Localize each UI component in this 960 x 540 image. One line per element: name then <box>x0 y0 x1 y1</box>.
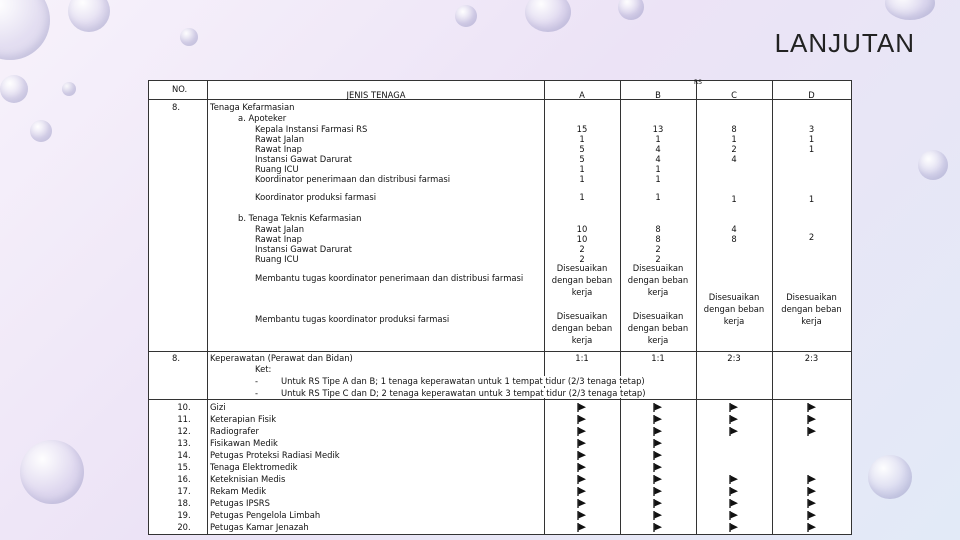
subsection-label: b. Tenaga Teknis Kefarmasian <box>238 213 362 223</box>
check-flag-icon <box>577 463 587 474</box>
check-flag-icon <box>729 523 739 534</box>
cell-a: 10 <box>576 234 588 244</box>
cell-a: 2 <box>579 254 585 264</box>
check-flag-icon <box>807 523 817 534</box>
check-flag-icon <box>653 427 663 438</box>
item-name: Koordinator produksi farmasi <box>255 192 377 202</box>
cell-a-disesuaikan: Disesuaikan <box>556 311 608 321</box>
cell-b: 8 <box>655 234 661 244</box>
check-flag-icon <box>807 475 817 486</box>
cell-c: 2 <box>731 144 737 154</box>
check-flag-icon <box>653 487 663 498</box>
cell-c: 8 <box>731 234 737 244</box>
cell-a: 1 <box>579 192 585 202</box>
cell-b-disesuaikan: kerja <box>647 287 669 297</box>
check-flag-icon <box>729 403 739 414</box>
cell-c: 1 <box>731 134 737 144</box>
row-number: 10. <box>177 402 191 412</box>
cell-b-disesuaikan: Disesuaikan <box>632 263 684 273</box>
bubble-decoration <box>180 28 198 46</box>
item-name: Ruang ICU <box>255 254 299 264</box>
check-flag-icon <box>729 475 739 486</box>
bubble-decoration <box>868 455 912 499</box>
row-name: Fisikawan Medik <box>210 438 278 448</box>
row-number: 14. <box>177 450 191 460</box>
col-divider <box>207 80 208 535</box>
item-name: Kepala Instansi Farmasi RS <box>255 124 368 134</box>
cell-a: 5 <box>579 154 585 164</box>
note-label: Ket: <box>255 364 272 374</box>
check-flag-icon <box>577 439 587 450</box>
bubble-decoration <box>525 0 571 32</box>
check-flag-icon <box>729 415 739 426</box>
cell-b: 1 <box>655 174 661 184</box>
cell-c-koordinator: 1 <box>731 194 737 204</box>
col-divider <box>851 80 852 535</box>
bubble-decoration <box>62 82 76 96</box>
item-name: Rawat Inap <box>255 144 302 154</box>
cell-a-disesuaikan: dengan beban <box>551 323 613 333</box>
cell-a: 15 <box>576 124 588 134</box>
row-number: 11. <box>177 414 191 424</box>
check-flag-icon <box>577 427 587 438</box>
item-name: Koordinator penerimaan dan distribusi farmasi <box>255 174 451 184</box>
check-flag-icon <box>729 511 739 522</box>
check-flag-icon <box>653 475 663 486</box>
cell-a-disesuaikan: dengan beban <box>551 275 613 285</box>
row-name: Keterapian Fisik <box>210 414 277 424</box>
check-flag-icon <box>577 403 587 414</box>
bubble-decoration <box>20 440 84 504</box>
row-number: 13. <box>177 438 191 448</box>
row-number: 17. <box>177 486 191 496</box>
cell-d-disesuaikan: kerja <box>801 316 822 326</box>
cell-b: 2 <box>655 254 661 264</box>
cell-b: 1 <box>655 192 661 202</box>
note-text: Untuk RS Tipe C dan D; 2 tenaga keperawatan untuk 3 tempat tidur (2/3 tenaga tetap) <box>281 388 646 398</box>
item-name: Rawat Inap <box>255 234 302 244</box>
note-text: Untuk RS Tipe A dan B; 1 tenaga keperawatan untuk 1 tempat tidur (2/3 tenaga tetap) <box>281 376 645 386</box>
bubble-decoration <box>30 120 52 142</box>
cell-c: 4 <box>731 224 737 234</box>
cell-c: 4 <box>731 154 737 164</box>
cell-a: 2 <box>579 244 585 254</box>
row-name: Rekam Medik <box>210 486 267 496</box>
row-number: 18. <box>177 498 191 508</box>
row-name: Petugas IPSRS <box>210 498 270 508</box>
row-number: 8. <box>172 102 180 112</box>
check-flag-icon <box>729 487 739 498</box>
cell-d-disesuaikan: dengan beban <box>781 304 842 314</box>
cell-a-disesuaikan: kerja <box>571 335 593 345</box>
check-flag-icon <box>577 415 587 426</box>
col-divider <box>148 80 149 535</box>
subsection-label: a. Apoteker <box>238 113 287 123</box>
check-flag-icon <box>653 523 663 534</box>
cell-c-disesuaikan: Disesuaikan <box>708 292 760 302</box>
check-flag-icon <box>807 499 817 510</box>
bubble-decoration <box>0 0 50 60</box>
header-col-b: B <box>655 90 661 100</box>
check-flag-icon <box>729 427 739 438</box>
cell-a: 1 <box>579 174 585 184</box>
item-name: Rawat Jalan <box>255 224 305 234</box>
check-flag-icon <box>653 415 663 426</box>
cell-b: 1 <box>655 134 661 144</box>
row-number: 12. <box>177 426 191 436</box>
header-col-c: C <box>731 90 737 100</box>
header-rs: RS <box>694 79 702 86</box>
cell-b-disesuaikan: kerja <box>647 335 669 345</box>
item-name: Membantu tugas koordinator produksi farmasi <box>255 314 450 324</box>
section-name: Tenaga Kefarmasian <box>210 102 295 112</box>
cell-d: 2:3 <box>804 353 819 363</box>
cell-c-disesuaikan: dengan beban <box>703 304 765 314</box>
item-name: Rawat Jalan <box>255 134 305 144</box>
cell-d-rawat-inap: 1 <box>808 144 815 154</box>
row-number: 15. <box>177 462 191 472</box>
note-bullet: - <box>255 388 259 398</box>
cell-c: 2:3 <box>727 353 741 363</box>
row-number: 19. <box>177 510 191 520</box>
cell-a: 5 <box>579 144 585 154</box>
row-number: 8. <box>172 353 180 363</box>
cell-a: 1:1 <box>575 353 589 363</box>
item-name: Membantu tugas koordinator penerimaan dan distribusi farmasi <box>255 273 524 283</box>
bubble-decoration <box>0 75 28 103</box>
staffing-table <box>148 80 852 535</box>
check-flag-icon <box>577 487 587 498</box>
header-col-a: A <box>579 90 585 100</box>
check-flag-icon <box>577 451 587 462</box>
bubble-decoration <box>68 0 110 32</box>
cell-c: 8 <box>731 124 737 134</box>
check-flag-icon <box>577 499 587 510</box>
item-name: Instansi Gawat Darurat <box>255 154 352 164</box>
cell-b: 13 <box>652 124 664 134</box>
check-flag-icon <box>807 427 817 438</box>
cell-b: 8 <box>655 224 661 234</box>
cell-d: 1 <box>808 134 815 144</box>
row-name: Gizi <box>210 402 226 412</box>
check-flag-icon <box>807 415 817 426</box>
bubble-decoration <box>918 150 948 180</box>
row-number: 16. <box>177 474 191 484</box>
check-flag-icon <box>807 403 817 414</box>
row-name: Petugas Pengelola Limbah <box>210 510 321 520</box>
cell-a-disesuaikan: kerja <box>571 287 593 297</box>
check-flag-icon <box>577 523 587 534</box>
check-flag-icon <box>653 463 663 474</box>
check-flag-icon <box>807 487 817 498</box>
cell-b-disesuaikan: Disesuaikan <box>632 311 684 321</box>
check-flag-icon <box>653 511 663 522</box>
header-col-d: D <box>808 90 815 100</box>
header-jenis-tenaga: JENIS TENAGA <box>346 90 406 100</box>
row-name: Petugas Proteksi Radiasi Medik <box>210 450 340 460</box>
check-flag-icon <box>729 499 739 510</box>
header-no: NO. <box>172 84 188 94</box>
cell-b: 4 <box>655 154 661 164</box>
cell-b-disesuaikan: dengan beban <box>627 323 689 333</box>
cell-a: 10 <box>576 224 588 234</box>
cell-c-disesuaikan: kerja <box>723 316 745 326</box>
check-flag-icon <box>653 403 663 414</box>
item-name: Ruang ICU <box>255 164 299 174</box>
row-name: Petugas Kamar Jenazah <box>210 522 309 532</box>
check-flag-icon <box>653 499 663 510</box>
check-flag-icon <box>577 475 587 486</box>
row-name: Tenaga Elektromedik <box>210 462 298 472</box>
cell-d: 3 <box>808 124 815 134</box>
section-name: Keperawatan (Perawat dan Bidan) <box>210 353 353 363</box>
item-name: Instansi Gawat Darurat <box>255 244 352 254</box>
cell-d-koordinator: 1 <box>808 194 815 204</box>
cell-a: 1 <box>579 134 585 144</box>
cell-a-disesuaikan: Disesuaikan <box>556 263 608 273</box>
check-flag-icon <box>653 451 663 462</box>
cell-b: 1 <box>655 164 661 174</box>
check-flag-icon <box>577 511 587 522</box>
note-bullet: - <box>255 376 259 386</box>
row-number: 20. <box>177 522 191 532</box>
cell-b: 2 <box>655 244 661 254</box>
cell-d-tenaga-teknis: 2 <box>808 232 815 242</box>
cell-d-disesuaikan: Disesuaikan <box>786 292 837 302</box>
cell-b-disesuaikan: dengan beban <box>627 275 689 285</box>
cell-b: 1:1 <box>651 353 665 363</box>
bubble-decoration <box>618 0 644 20</box>
cell-b: 4 <box>655 144 661 154</box>
row-name: Radiografer <box>210 426 259 436</box>
check-flag-icon <box>653 439 663 450</box>
bubble-decoration <box>885 0 935 20</box>
slide-title: LANJUTAN <box>774 28 915 58</box>
bubble-decoration <box>455 5 477 27</box>
row-name: Keteknisian Medis <box>210 474 286 484</box>
check-flag-icon <box>807 511 817 522</box>
cell-a: 1 <box>579 164 585 174</box>
